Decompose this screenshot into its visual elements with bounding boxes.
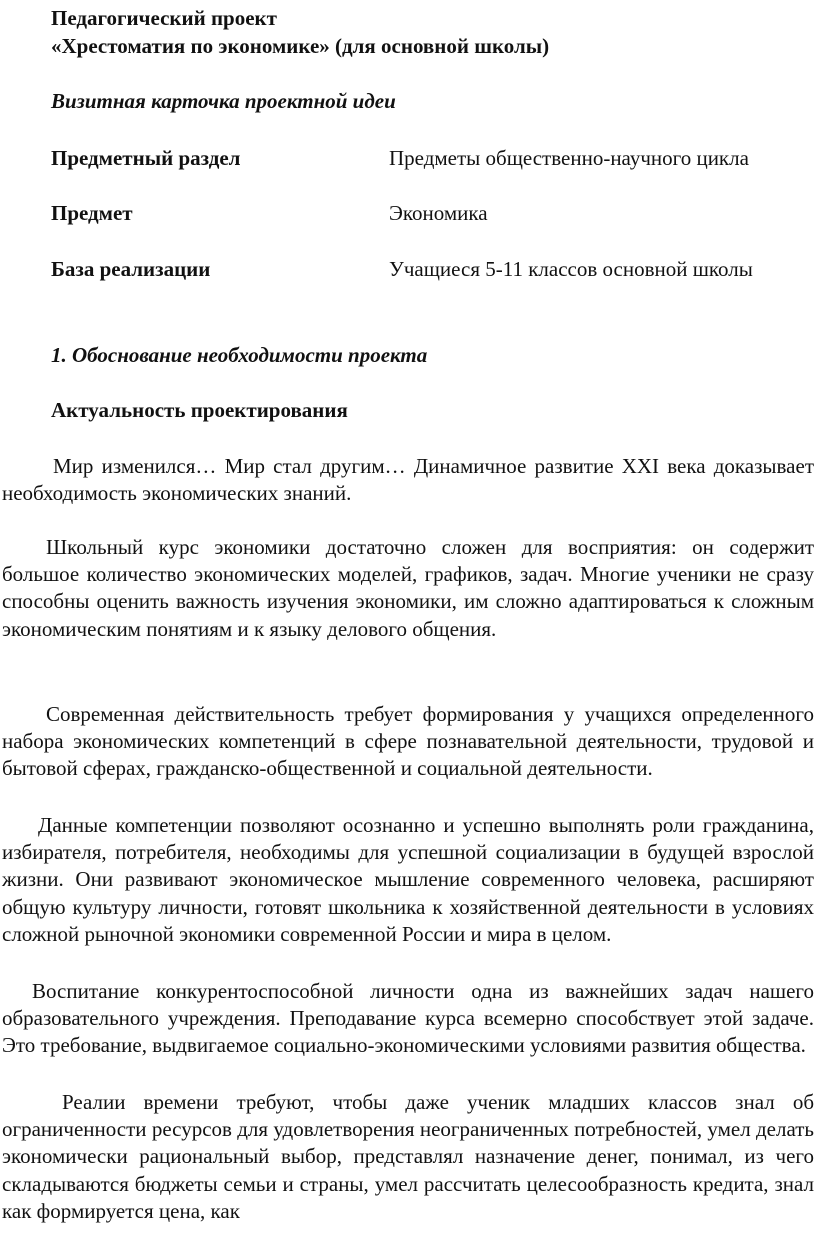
info-value-section: Предметы общественно-научного цикла <box>389 146 749 170</box>
info-label-subject: Предмет <box>51 201 133 225</box>
info-label-base: База реализации <box>51 257 211 281</box>
info-value-subject: Экономика <box>389 201 488 225</box>
card-title: Визитная карточка проектной идеи <box>51 89 396 113</box>
paragraph-3: Современная действительность требует формирования у учащихся определенного набора экономических компетенций в сфере познавательной деятельности, трудовой и бытовой сферах, гражданско-общественной и социальной деятельности. <box>2 702 814 781</box>
paragraph-1: Мир изменился… Мир стал другим… Динамичное развитие XXI века доказывает необходимость экономических знаний. <box>2 454 814 506</box>
section-subtitle: Актуальность проектирования <box>51 398 348 422</box>
paragraph-2: Школьный курс экономики достаточно сложен для восприятия: он содержит большое количество экономических моделей, графиков, задач. Многие ученики не сразу способны оценить важность изучения экономики, им сложно адаптироваться к сложным экономическим понятиям и к языку делового общения. <box>2 535 814 641</box>
section-title: 1. Обоснование необходимости проекта <box>51 343 428 367</box>
project-title: Педагогический проект <box>51 6 277 30</box>
paragraph-5: Воспитание конкурентоспособной личности одна из важнейших задач нашего образовательного учреждения. Преподавание курса всемерно способствует этой задаче. Это требование, выдвигаемое социально-экономическими условиями развития общества. <box>2 979 814 1058</box>
paragraph-6: Реалии времени требуют, чтобы даже ученик младших классов знал об ограниченности ресурсов для удовлетворения неограниченных потребностей, умел делать экономически рациональный выбор, представлял назначение денег, понимал, из чего складываются бюджеты семьи и страны, умел рассчитать целесообразность кредита, знал как формируется цена, как <box>2 1090 814 1223</box>
info-value-base: Учащиеся 5-11 классов основной школы <box>389 257 753 281</box>
project-subtitle: «Хрестоматия по экономике» (для основной школы) <box>51 34 550 58</box>
info-label-section: Предметный раздел <box>51 146 241 170</box>
paragraph-4: Данные компетенции позволяют осознанно и успешно выполнять роли гражданина, избирателя, потребителя, необходимы для успешной социализации в будущей взрослой жизни. Они развивают экономическое мышление современного человека, расширяют общую культуру личности, готовят школьника к хозяйственной деятельности в условиях сложной рыночной экономики современной России и мира в целом. <box>2 813 814 946</box>
